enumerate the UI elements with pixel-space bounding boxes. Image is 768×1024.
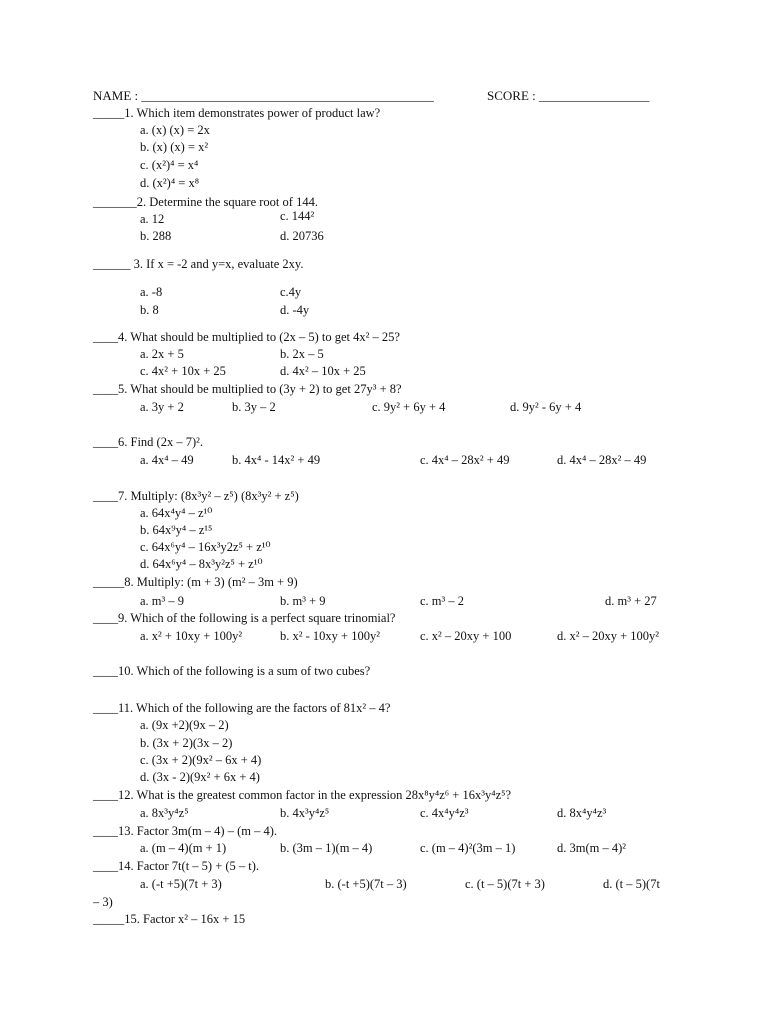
question-14-option-d: d. (t – 5)(7t: [603, 877, 660, 891]
question-7-option-a: a. 64x⁴y⁴ – z¹⁰: [140, 506, 213, 520]
question-12-option-c: c. 4x⁴y⁴z³: [420, 806, 469, 820]
question-8-option-c: c. m³ – 2: [420, 594, 465, 608]
question-10-stem: ____10. Which of the following is a sum of two cubes?: [93, 664, 371, 678]
question-8-option-d: d. m³ + 27: [605, 594, 657, 608]
question-6-stem: ____6. Find (2x – 7)².: [93, 435, 203, 449]
question-14-option-a: a. (-t +5)(7t + 3): [140, 877, 222, 891]
question-9-option-d: d. x² – 20xy + 100y²: [557, 629, 660, 643]
question-4-option-a: a. 2x + 5: [140, 347, 184, 361]
question-12-option-b: b. 4x³y⁴z⁵: [280, 806, 330, 820]
score-field-label: SCORE : _________________: [487, 88, 650, 103]
question-6-option-b: b. 4x⁴ - 14x² + 49: [232, 453, 321, 467]
question-7-option-c: c. 64x⁶y⁴ – 16x³y2z⁵ + z¹⁰: [140, 540, 271, 554]
question-13-option-d: d. 3m(m – 4)²: [557, 841, 627, 855]
question-11-stem: ____11. Which of the following are the factors of 81x² – 4?: [93, 701, 391, 715]
question-3-option-a: a. -8: [140, 285, 163, 299]
question-9-option-c: c. x² – 20xy + 100: [420, 629, 512, 643]
question-2-option-d: d. 20736: [280, 229, 324, 243]
question-1-option-b: b. (x) (x) = x²: [140, 140, 209, 154]
question-9-stem: ____9. Which of the following is a perfect square trinomial?: [93, 611, 396, 625]
question-7-stem: ____7. Multiply: (8x³y² – z⁵) (8x³y² + z⁵): [93, 489, 299, 503]
question-12-option-a: a. 8x³y⁴z⁵: [140, 806, 189, 820]
question-9-option-b: b. x² - 10xy + 100y²: [280, 629, 380, 643]
question-1-option-d: d. (x²)⁴ = x⁸: [140, 176, 200, 190]
question-5-stem: ____5. What should be multiplied to (3y + 2) to get 27y³ + 8?: [93, 382, 402, 396]
question-11-option-b: b. (3x + 2)(3x – 2): [140, 736, 233, 750]
question-15-stem: _____15. Factor x² – 16x + 15: [93, 912, 246, 926]
question-1-option-c: c. (x²)⁴ = x⁴: [140, 158, 199, 172]
question-4-option-c: c. 4x² + 10x + 25: [140, 364, 226, 378]
question-9-option-a: a. x² + 10xy + 100y²: [140, 629, 243, 643]
question-6-option-c: c. 4x⁴ – 28x² + 49: [420, 453, 510, 467]
question-13-option-c: c. (m – 4)²(3m – 1): [420, 841, 516, 855]
question-1-stem: _____1. Which item demonstrates power of product law?: [93, 106, 381, 120]
question-1-option-a: a. (x) (x) = 2x: [140, 123, 210, 137]
question-4-option-d: d. 4x² – 10x + 25: [280, 364, 366, 378]
question-2-option-a: a. 12: [140, 212, 165, 226]
question-2-stem: _______2. Determine the square root of 144.: [93, 195, 318, 209]
question-3-option-d: d. -4y: [280, 303, 310, 317]
question-8-option-b: b. m³ + 9: [280, 594, 326, 608]
question-5-option-a: a. 3y + 2: [140, 400, 184, 414]
question-2-option-c: c. 144²: [280, 209, 315, 223]
question-3-option-b: b. 8: [140, 303, 159, 317]
question-14-option-b: b. (-t +5)(7t – 3): [325, 877, 407, 891]
question-11-option-d: d. (3x - 2)(9x² + 6x + 4): [140, 770, 260, 784]
question-3-option-c: c.4y: [280, 285, 302, 299]
question-4-option-b: b. 2x – 5: [280, 347, 324, 361]
name-field-label: NAME : _____________________________________________: [93, 88, 434, 103]
question-13-option-b: b. (3m – 1)(m – 4): [280, 841, 373, 855]
question-5-option-b: b. 3y – 2: [232, 400, 276, 414]
question-12-stem: ____12. What is the greatest common factor in the expression 28x⁸y⁴z⁶ + 16x³y⁴z⁵?: [93, 788, 512, 802]
question-4-stem: ____4. What should be multiplied to (2x – 5) to get 4x² – 25?: [93, 330, 400, 344]
question-14-stem: ____14. Factor 7t(t – 5) + (5 – t).: [93, 859, 260, 873]
question-12-option-d: d. 8x⁴y⁴z³: [557, 806, 607, 820]
question-14-option-d-continued: – 3): [93, 895, 113, 909]
question-7-option-b: b. 64x⁹y⁴ – z¹⁵: [140, 523, 213, 537]
question-2-option-b: b. 288: [140, 229, 172, 243]
question-13-option-a: a. (m – 4)(m + 1): [140, 841, 227, 855]
question-11-option-a: a. (9x +2)(9x – 2): [140, 718, 229, 732]
question-3-stem: ______ 3. If x = -2 and y=x, evaluate 2xy.: [93, 257, 304, 271]
question-6-option-a: a. 4x⁴ – 49: [140, 453, 194, 467]
question-8-option-a: a. m³ – 9: [140, 594, 185, 608]
question-5-option-c: c. 9y² + 6y + 4: [372, 400, 446, 414]
question-5-option-d: d. 9y² - 6y + 4: [510, 400, 582, 414]
question-8-stem: _____8. Multiply: (m + 3) (m² – 3m + 9): [93, 575, 298, 589]
question-7-option-d: d. 64x⁶y⁴ – 8x³y²z⁵ + z¹⁰: [140, 557, 263, 571]
question-11-option-c: c. (3x + 2)(9x² – 6x + 4): [140, 753, 262, 767]
question-13-stem: ____13. Factor 3m(m – 4) – (m – 4).: [93, 824, 278, 838]
question-14-option-c: c. (t – 5)(7t + 3): [465, 877, 545, 891]
question-6-option-d: d. 4x⁴ – 28x² – 49: [557, 453, 647, 467]
